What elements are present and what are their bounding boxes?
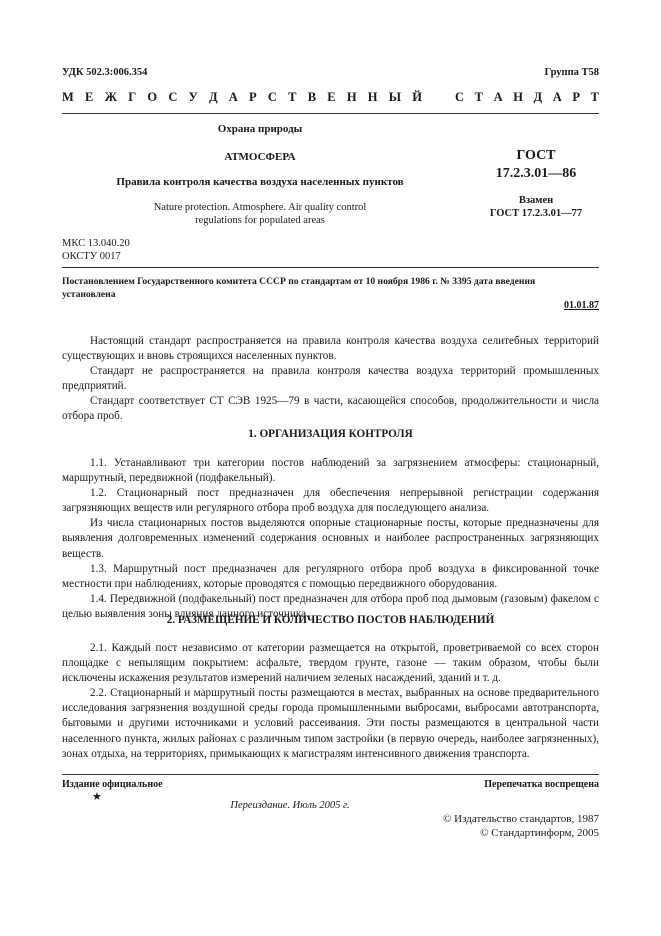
title-name: АТМОСФЕРА [224,151,296,163]
gost-designation [466,147,606,183]
banner-letter: Й [412,90,422,104]
header-rule [62,113,599,114]
official-edition: Издание официальное [62,779,163,790]
intro-paragraph: Стандарт соответствует СТ СЭВ 1925—79 в части, касающейся способов, продолжительности и числа отбора проб. [62,395,599,423]
banner-letter: Р [249,90,257,104]
section-1-text [62,456,599,622]
copyright-line: © Издательство стандартов, 1987 [443,813,599,825]
banner-letter: Т [288,90,297,104]
banner-letter: А [228,90,238,104]
section-2-text [62,641,599,762]
banner-letter: М [62,90,74,104]
banner-letter: В [307,90,317,104]
banner-letter: Д [208,90,218,104]
banner-letter: С [168,90,178,104]
banner-letter: Е [327,90,336,104]
standard-banner [62,90,599,105]
banner-letter: Г [128,90,137,104]
banner-word-standard [455,90,599,105]
codes-rule [62,267,599,268]
udk-code: УДК 502.3:006.354 [62,67,148,78]
banner-letter: Т [474,90,483,104]
banner-letter: Ж [104,90,117,104]
section-paragraph: 1.4. Передвижной (подфакельный) пост предназначен для отбора проб под дымовым (газовым) факелом с целью выявления зоны влияния данного источника. [62,592,599,620]
banner-letter: Д [533,90,543,104]
reprint-notice: Перепечатка воспрещена [484,779,599,790]
copyright-block [443,812,599,840]
title-english-line-2: regulations for populated areas [195,215,325,226]
section-paragraph: 1.3. Маршрутный пост предназначен для регулярного отбора проб воздуха в фиксированной точке местности при наблюдениях, которые проводятся с помощью передвижного оборудования. [62,562,599,590]
section-paragraph: 1.1. Устанавливают три категории постов наблюдений за загрязнением атмосферы: стационарный, маршрутный, передвижной (подфакельный). [62,457,599,485]
banner-letter: У [188,90,198,104]
gost-number: 17.2.3.01—86 [495,166,577,181]
banner-letter: С [455,90,465,104]
copyright-line: © Стандартинформ, 2005 [480,827,599,839]
resolution [62,275,602,301]
replaces-block [456,194,616,220]
banner-letter: Е [85,90,94,104]
section-paragraph: Из числа стационарных постов выделяются опорные стационарные посты, которые предназначены для выявления долговременных изменений содержания основных и наиболее распространенных загрязняющих веществ. [62,517,599,560]
intro-paragraph: Стандарт не распространяется на правила контроля качества воздуха территорий промышленных предприятий. [62,365,599,393]
resolution-line-1: Постановлением Государственного комитета СССР по стандартам от 10 ноября 1986 г. № 3395 дата введения [62,276,536,287]
group-code: Группа Т58 [544,67,599,78]
section-paragraph: 2.2. Стационарный и маршрутный посты размещаются в местах, выбранных на основе предварительного исследования загрязнения воздушной среды города промышленными выбросами, выбросами автотранспорта, бытовыми и другими источниками и условий рассеивания. Эти посты размещаются в центральной части населенного пункта, жилых районах с различным типом застройки (в первую очередь, наиболее загрязненных), зонах отдыха, на территориях, примыкающих к магистралям интенсивного движения транспорта. [62,687,599,760]
banner-letter: С [267,90,277,104]
replaces-standard: ГОСТ 17.2.3.01—77 [489,208,583,219]
classification-codes [62,238,130,263]
footer-rule [62,774,599,775]
banner-letter: Н [346,90,357,104]
star-mark: ★ [92,791,102,803]
intro-paragraph: Настоящий стандарт распространяется на правила контроля качества воздуха селитебных территорий существующих и вновь строящихся населенных пунктов. [62,335,599,363]
section-1-heading: 1. ОРГАНИЗАЦИЯ КОНТРОЛЯ [248,428,413,440]
banner-letter: Т [590,90,599,104]
banner-letter: Ы [388,90,402,104]
banner-letter: Р [572,90,580,104]
gost-label: ГОСТ [516,148,556,163]
resolution-line-2: установлена [62,289,116,300]
banner-letter: О [147,90,158,104]
title-subtitle: Правила контроля качества воздуха населенных пунктов [116,176,404,188]
replaces-label: Взамен [518,195,554,206]
banner-word-interstate [62,90,422,105]
section-paragraph: 1.2. Стационарный пост предназначен для обеспечения непрерывной регистрации содержания загрязняющих веществ или регулярного отбора проб воздуха для последующего анализа. [62,487,599,515]
title-english [110,201,410,227]
banner-letter: Н [513,90,523,104]
intro-text [62,334,599,425]
section-paragraph: 2.1. Каждый пост независимо от категории размещается на открытой, проветриваемой со всех сторон площадке с непылящим покрытием: асфальте, твердом грунте, газоне — таким образом, чтобы были исключены искажения результатов измерений наличием зеленых насаждений, зданий и т. д. [62,642,599,685]
section-2-heading: 2. РАЗМЕЩЕНИЕ И КОЛИЧЕСТВО ПОСТОВ НАБЛЮДЕНИЙ [166,614,495,626]
introduction-date: 01.01.87 [564,300,599,311]
banner-letter: Н [367,90,378,104]
title-topic: Охрана природы [217,123,303,135]
banner-letter: А [493,90,503,104]
mks-code: МКС 13.040.20 [62,238,130,249]
title-english-line-1: Nature protection. Atmosphere. Air quality control [153,202,367,213]
okstu-code: ОКСТУ 0017 [62,250,121,262]
banner-letter: А [552,90,562,104]
reedition-note: Переиздание. Июль 2005 г. [230,800,350,811]
